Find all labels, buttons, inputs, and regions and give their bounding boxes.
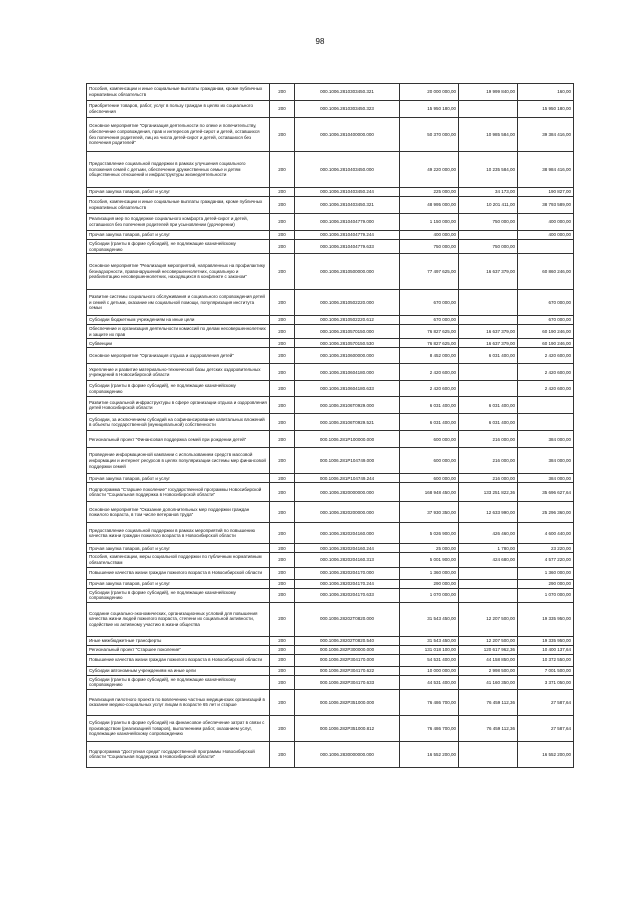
- row-kbk-cell: 000.1006.2810400000.000: [295, 118, 400, 152]
- row-remaining-cell: 670 000,00: [518, 290, 574, 316]
- row-approved-cell: 670 000,00: [400, 316, 459, 325]
- row-approved-cell: 8 452 000,00: [400, 348, 459, 364]
- row-code-cell: 200: [270, 448, 295, 474]
- row-name-cell: Основное мероприятие "Организация отдыха и оздоровления детей": [87, 348, 270, 364]
- row-approved-cell: 20 000 000,00: [400, 84, 459, 101]
- row-remaining-cell: 39 384 416,00: [518, 118, 574, 152]
- row-kbk-cell: 000.1006.2820204170.633: [295, 588, 400, 602]
- row-remaining-cell: 38 793 589,00: [518, 197, 574, 214]
- budget-execution-table: [86, 83, 574, 768]
- row-name-cell: Субсидии (гранты в форме субсидий), не подлежащие казначейскому сопровождению: [87, 240, 270, 254]
- row-code-cell: 200: [270, 231, 295, 240]
- row-code-cell: 200: [270, 602, 295, 636]
- row-executed-cell: 6 031 400,00: [459, 414, 518, 431]
- row-approved-cell: 76 486 700,00: [400, 715, 459, 741]
- row-name-cell: Субсидии, за исключением субсидий на софинансирование капитальных вложений в объекты государственной (муниципальной) собственности: [87, 414, 270, 431]
- row-code-cell: 200: [270, 544, 295, 553]
- row-approved-cell: 31 543 450,00: [400, 602, 459, 636]
- table-row: [87, 448, 574, 474]
- row-name-cell: Субсидии автономным учреждениям на иные цели: [87, 666, 270, 675]
- table-row: [87, 254, 574, 290]
- row-executed-cell: [459, 316, 518, 325]
- row-kbk-cell: 000.1006.281Р100000.000: [295, 431, 400, 448]
- row-name-cell: Прочая закупка товаров, работ и услуг: [87, 544, 270, 553]
- row-remaining-cell: 10 372 550,00: [518, 654, 574, 666]
- row-kbk-cell: 000.1006.2810600000.000: [295, 348, 400, 364]
- row-executed-cell: 216 000,00: [459, 474, 518, 483]
- row-kbk-cell: 000.1006.2820204160.244: [295, 544, 400, 553]
- row-name-cell: Обеспечение и организация деятельности комиссий по делам несовершеннолетних и защите их прав: [87, 325, 270, 339]
- row-kbk-cell: 000.1006.28202Т0820.000: [295, 602, 400, 636]
- row-kbk-cell: 000.1006.2810570150.000: [295, 325, 400, 339]
- row-approved-cell: 600 000,00: [400, 448, 459, 474]
- row-code-cell: 200: [270, 348, 295, 364]
- row-kbk-cell: 000.1006.2810502220.612: [295, 316, 400, 325]
- row-executed-cell: [459, 101, 518, 118]
- table-row: [87, 197, 574, 214]
- row-name-cell: Субсидии (гранты в форме субсидий), не подлежащие казначейскому сопровождению: [87, 588, 270, 602]
- table-row: [87, 240, 574, 254]
- row-code-cell: 200: [270, 474, 295, 483]
- table-row: [87, 588, 574, 602]
- row-executed-cell: 44 158 850,00: [459, 654, 518, 666]
- row-approved-cell: 15 950 180,00: [400, 101, 459, 118]
- table-row: [87, 339, 574, 348]
- row-executed-cell: [459, 381, 518, 397]
- row-approved-cell: 1 150 000,00: [400, 214, 459, 231]
- row-remaining-cell: 7 001 500,00: [518, 666, 574, 675]
- row-kbk-cell: 000.1006.2810403450.000: [295, 152, 400, 188]
- row-kbk-cell: 000.1006.282Р304170.633: [295, 675, 400, 689]
- row-approved-cell: 31 543 450,00: [400, 636, 459, 645]
- row-executed-cell: 133 251 822,36: [459, 483, 518, 502]
- table-body: [87, 84, 574, 768]
- row-code-cell: 200: [270, 188, 295, 197]
- row-name-cell: Пособия, компенсации и иные социальные выплаты гражданам, кроме публичных нормативных обязательств: [87, 84, 270, 101]
- row-remaining-cell: [518, 414, 574, 431]
- row-name-cell: Укрепление и развитие материально-технической базы детских оздоровительных учреждений в Новосибирской области: [87, 364, 270, 381]
- row-code-cell: 200: [270, 689, 295, 715]
- row-kbk-cell: 000.1006.282Р300000.000: [295, 645, 400, 654]
- row-executed-cell: [459, 290, 518, 316]
- row-approved-cell: 37 930 350,00: [400, 502, 459, 523]
- table-row: [87, 118, 574, 152]
- row-remaining-cell: 4 600 440,00: [518, 523, 574, 544]
- row-name-cell: Основное мероприятие "Организация деятельности по опеке и попечительству, обеспечение сопровождения, прав и интересов детей-сирот и детей, оставшихся без попечения родителей, лиц из числа детей-сирот и детей, оставшихся без попечения родителей": [87, 118, 270, 152]
- row-name-cell: Реализация пилотного проекта по вовлечению частных медицинских организаций в оказание медико-социальных услуг лицам в возрасте 65 лет и старше: [87, 689, 270, 715]
- row-name-cell: Региональный проект "Старшее поколение": [87, 645, 270, 654]
- row-executed-cell: 10 201 411,00: [459, 197, 518, 214]
- row-code-cell: 200: [270, 339, 295, 348]
- row-executed-cell: 16 637 379,00: [459, 254, 518, 290]
- table-row: [87, 715, 574, 741]
- row-kbk-cell: 000.1006.281Р104749.000: [295, 448, 400, 474]
- row-kbk-cell: 000.1006.2820204170.000: [295, 567, 400, 579]
- table-row: [87, 741, 574, 767]
- row-kbk-cell: 000.1006.282Р351000.812: [295, 715, 400, 741]
- row-kbk-cell: 000.1006.2820204160.313: [295, 553, 400, 567]
- row-approved-cell: 168 948 450,00: [400, 483, 459, 502]
- row-kbk-cell: 000.1006.2820000000.000: [295, 483, 400, 502]
- row-remaining-cell: 60 190 246,00: [518, 325, 574, 339]
- row-executed-cell: 750 000,00: [459, 214, 518, 231]
- row-name-cell: Подпрограмма "Старшее поколение" государственной программы Новосибирской области "Социальная поддержка в Новосибирской области": [87, 483, 270, 502]
- row-remaining-cell: [518, 240, 574, 254]
- row-name-cell: Проведение информационной кампании с использованием средств массовой информации и интернет ресурсов в целях популяризации системы мер финансовой поддержки семей: [87, 448, 270, 474]
- row-kbk-cell: 000.1006.2820200000.000: [295, 502, 400, 523]
- table-row: [87, 214, 574, 231]
- row-kbk-cell: 000.1006.2810604180.000: [295, 364, 400, 381]
- row-code-cell: 200: [270, 741, 295, 767]
- row-executed-cell: 120 617 962,36: [459, 645, 518, 654]
- row-executed-cell: [459, 588, 518, 602]
- row-code-cell: 200: [270, 675, 295, 689]
- row-remaining-cell: 19 335 950,00: [518, 636, 574, 645]
- row-remaining-cell: 27 587,64: [518, 715, 574, 741]
- row-name-cell: Развитие социальной инфраструктуры в сфере организации отдыха и оздоровления детей Новосибирской области: [87, 397, 270, 414]
- row-kbk-cell: 000.1006.2810303450.323: [295, 101, 400, 118]
- row-code-cell: 200: [270, 118, 295, 152]
- row-name-cell: Субсидии бюджетным учреждениям на иные цели: [87, 316, 270, 325]
- row-name-cell: Иные межбюджетные трансферты: [87, 636, 270, 645]
- row-name-cell: Прочая закупка товаров, работ и услуг: [87, 231, 270, 240]
- row-kbk-cell: 000.1006.2820204170.244: [295, 579, 400, 588]
- row-name-cell: Пособия, компенсации и иные социальные выплаты гражданам, кроме публичных нормативных обязательств: [87, 197, 270, 214]
- row-remaining-cell: 384 000,00: [518, 474, 574, 483]
- row-remaining-cell: 35 696 627,64: [518, 483, 574, 502]
- row-name-cell: Основное мероприятие "Оказание дополнительных мер поддержки граждан пожилого возраста, в том числе ветеранов труда": [87, 502, 270, 523]
- table-row: [87, 397, 574, 414]
- row-name-cell: Региональный проект "Финансовая поддержка семей при рождении детей": [87, 431, 270, 448]
- row-kbk-cell: 000.1006.282Р351000.000: [295, 689, 400, 715]
- row-executed-cell: 216 000,00: [459, 448, 518, 474]
- table-row: [87, 316, 574, 325]
- row-executed-cell: 10 985 584,00: [459, 118, 518, 152]
- row-kbk-cell: 000.1006.2810570150.530: [295, 339, 400, 348]
- table-row: [87, 414, 574, 431]
- row-approved-cell: 1 070 000,00: [400, 588, 459, 602]
- row-code-cell: 200: [270, 523, 295, 544]
- table-row: [87, 101, 574, 118]
- row-code-cell: 200: [270, 414, 295, 431]
- row-kbk-cell: 000.1006.282Р304170.622: [295, 666, 400, 675]
- row-name-cell: Субвенции: [87, 339, 270, 348]
- row-code-cell: 200: [270, 645, 295, 654]
- row-name-cell: Основное мероприятие "Реализация мероприятий, направленных на профилактику безнадзорности, правонарушений несовершеннолетних, социальную и реабилитацию несовершеннолетних, находящихся в конфликте с законом": [87, 254, 270, 290]
- row-approved-cell: 5 026 900,00: [400, 523, 459, 544]
- row-code-cell: 200: [270, 588, 295, 602]
- row-executed-cell: 16 637 379,00: [459, 339, 518, 348]
- row-remaining-cell: 25 296 360,00: [518, 502, 574, 523]
- row-executed-cell: 1 780,00: [459, 544, 518, 553]
- row-remaining-cell: 1 360 000,00: [518, 567, 574, 579]
- row-code-cell: 200: [270, 101, 295, 118]
- table-row: [87, 553, 574, 567]
- row-remaining-cell: 160,00: [518, 84, 574, 101]
- row-approved-cell: 50 370 000,00: [400, 118, 459, 152]
- row-kbk-cell: 000.1006.2810502220.000: [295, 290, 400, 316]
- table-row: [87, 654, 574, 666]
- row-executed-cell: 76 459 112,36: [459, 689, 518, 715]
- row-approved-cell: 10 000 000,00: [400, 666, 459, 675]
- row-name-cell: Пособия, компенсации, меры социальной поддержки по публичным нормативным обязательствам: [87, 553, 270, 567]
- row-kbk-cell: 000.1006.2810403450.321: [295, 197, 400, 214]
- row-approved-cell: 670 000,00: [400, 290, 459, 316]
- row-remaining-cell: 15 950 180,00: [518, 101, 574, 118]
- table-row: [87, 231, 574, 240]
- row-executed-cell: 6 031 400,00: [459, 348, 518, 364]
- table-row: [87, 483, 574, 502]
- table-row: [87, 348, 574, 364]
- row-code-cell: 200: [270, 316, 295, 325]
- row-remaining-cell: 38 984 416,00: [518, 152, 574, 188]
- table-row: [87, 689, 574, 715]
- row-code-cell: 200: [270, 325, 295, 339]
- row-name-cell: Субсидии (гранты в форме субсидий) на финансовое обеспечение затрат в связи с производством (реализацией товаров), выполнением работ, оказанием услуг, подлежащие казначейскому сопровождению: [87, 715, 270, 741]
- row-code-cell: 200: [270, 254, 295, 290]
- row-remaining-cell: 384 000,00: [518, 431, 574, 448]
- row-approved-cell: 600 000,00: [400, 431, 459, 448]
- row-approved-cell: 225 000,00: [400, 188, 459, 197]
- row-remaining-cell: 384 000,00: [518, 448, 574, 474]
- row-kbk-cell: 000.1006.2820204160.000: [295, 523, 400, 544]
- row-approved-cell: 48 995 000,00: [400, 197, 459, 214]
- row-approved-cell: 77 497 625,00: [400, 254, 459, 290]
- table-row: [87, 579, 574, 588]
- table-row: [87, 675, 574, 689]
- row-code-cell: 200: [270, 397, 295, 414]
- row-remaining-cell: 190 827,00: [518, 188, 574, 197]
- table-row: [87, 544, 574, 553]
- row-executed-cell: 12 207 500,00: [459, 636, 518, 645]
- table-row: [87, 602, 574, 636]
- table-row: [87, 474, 574, 483]
- table-row: [87, 636, 574, 645]
- page-number: 98: [315, 37, 325, 46]
- row-name-cell: Повышение качества жизни граждан пожилого возраста в Новосибирской области: [87, 567, 270, 579]
- row-executed-cell: [459, 364, 518, 381]
- table-row: [87, 567, 574, 579]
- row-name-cell: Субсидии (гранты в форме субсидий), не подлежащие казначейскому сопровождению: [87, 381, 270, 397]
- row-executed-cell: 10 235 584,00: [459, 152, 518, 188]
- row-approved-cell: 2 420 600,00: [400, 364, 459, 381]
- table-row: [87, 188, 574, 197]
- row-code-cell: 200: [270, 553, 295, 567]
- row-remaining-cell: 19 335 950,00: [518, 602, 574, 636]
- row-remaining-cell: 2 420 600,00: [518, 348, 574, 364]
- row-remaining-cell: 16 552 200,00: [518, 741, 574, 767]
- row-executed-cell: 16 637 379,00: [459, 325, 518, 339]
- row-remaining-cell: 60 860 246,00: [518, 254, 574, 290]
- row-code-cell: 200: [270, 214, 295, 231]
- row-executed-cell: 750 000,00: [459, 240, 518, 254]
- row-kbk-cell: 000.1006.281Р104749.244: [295, 474, 400, 483]
- table-row: [87, 502, 574, 523]
- row-executed-cell: 41 160 350,00: [459, 675, 518, 689]
- row-code-cell: 200: [270, 381, 295, 397]
- row-kbk-cell: 000.1006.282Р304170.000: [295, 654, 400, 666]
- row-kbk-cell: 000.1006.2810404779.244: [295, 231, 400, 240]
- row-name-cell: Повышение качества жизни граждан пожилого возраста в Новосибирской области: [87, 654, 270, 666]
- row-code-cell: 200: [270, 197, 295, 214]
- row-code-cell: 200: [270, 483, 295, 502]
- row-kbk-cell: 000.1006.28106Т0929.000: [295, 397, 400, 414]
- row-remaining-cell: 60 190 246,00: [518, 339, 574, 348]
- row-remaining-cell: 400 000,00: [518, 231, 574, 240]
- table-row: [87, 381, 574, 397]
- row-code-cell: 200: [270, 84, 295, 101]
- table-row: [87, 666, 574, 675]
- row-kbk-cell: 000.1006.2810500000.000: [295, 254, 400, 290]
- row-name-cell: Приобретение товаров, работ, услуг в пользу граждан в целях их социального обеспечения: [87, 101, 270, 118]
- row-approved-cell: 76 486 700,00: [400, 689, 459, 715]
- row-executed-cell: 6 031 400,00: [459, 397, 518, 414]
- row-executed-cell: 216 000,00: [459, 431, 518, 448]
- row-executed-cell: [459, 741, 518, 767]
- row-executed-cell: 2 998 500,00: [459, 666, 518, 675]
- row-kbk-cell: 000.1006.2810404779.633: [295, 240, 400, 254]
- row-kbk-cell: 000.1006.28202Т0820.540: [295, 636, 400, 645]
- row-code-cell: 200: [270, 715, 295, 741]
- row-code-cell: 200: [270, 636, 295, 645]
- row-remaining-cell: 400 000,00: [518, 214, 574, 231]
- table-row: [87, 152, 574, 188]
- row-approved-cell: 600 000,00: [400, 474, 459, 483]
- row-code-cell: 200: [270, 290, 295, 316]
- row-remaining-cell: 1 070 000,00: [518, 588, 574, 602]
- row-kbk-cell: 000.1006.2810303450.321: [295, 84, 400, 101]
- row-name-cell: Предоставление социальной поддержки в рамках улучшения социального положения семей с детьми, обеспечение дружественных семье и детям общественных отношений и инфраструктуры жизнедеятельности: [87, 152, 270, 188]
- row-approved-cell: 6 031 400,00: [400, 414, 459, 431]
- table-row: [87, 325, 574, 339]
- row-name-cell: Развитие системы социального обслуживания и социального сопровождения детей и семей с детьми, оказание им социальной помощи, популяризация института семьи: [87, 290, 270, 316]
- table-row: [87, 290, 574, 316]
- row-code-cell: 200: [270, 666, 295, 675]
- row-code-cell: 200: [270, 567, 295, 579]
- row-remaining-cell: 2 420 600,00: [518, 381, 574, 397]
- row-kbk-cell: 000.1006.2810403450.244: [295, 188, 400, 197]
- table-row: [87, 84, 574, 101]
- row-approved-cell: 44 531 400,00: [400, 675, 459, 689]
- row-code-cell: 200: [270, 240, 295, 254]
- row-approved-cell: 750 000,00: [400, 240, 459, 254]
- row-remaining-cell: 23 220,00: [518, 544, 574, 553]
- row-approved-cell: 2 420 600,00: [400, 381, 459, 397]
- row-approved-cell: 25 000,00: [400, 544, 459, 553]
- row-approved-cell: 16 552 200,00: [400, 741, 459, 767]
- row-approved-cell: 49 220 000,00: [400, 152, 459, 188]
- row-remaining-cell: 3 371 050,00: [518, 675, 574, 689]
- row-code-cell: 200: [270, 579, 295, 588]
- table-row: [87, 523, 574, 544]
- row-executed-cell: 12 207 500,00: [459, 602, 518, 636]
- row-approved-cell: 400 000,00: [400, 231, 459, 240]
- row-code-cell: 200: [270, 502, 295, 523]
- row-remaining-cell: 290 000,00: [518, 579, 574, 588]
- row-code-cell: 200: [270, 364, 295, 381]
- row-executed-cell: [459, 567, 518, 579]
- row-name-cell: Создание социально-экономических, организационных условий для повышения качества жизни людей пожилого возраста, степени их социальной активности, содействие их активному участию в жизни общества: [87, 602, 270, 636]
- table-row: [87, 645, 574, 654]
- row-remaining-cell: 27 587,64: [518, 689, 574, 715]
- row-executed-cell: 19 999 840,00: [459, 84, 518, 101]
- row-name-cell: Субсидии (гранты в форме субсидий), не подлежащие казначейскому сопровождению: [87, 675, 270, 689]
- row-approved-cell: 290 000,00: [400, 579, 459, 588]
- row-approved-cell: 76 827 625,00: [400, 325, 459, 339]
- row-remaining-cell: 4 577 220,00: [518, 553, 574, 567]
- table-row: [87, 431, 574, 448]
- row-kbk-cell: 000.1006.2810404779.000: [295, 214, 400, 231]
- row-code-cell: 200: [270, 152, 295, 188]
- row-name-cell: Прочая закупка товаров, работ и услуг: [87, 579, 270, 588]
- row-name-cell: Подпрограмма "Доступная среда" государственной программы Новосибирской области "Социальная поддержка в Новосибирской области": [87, 741, 270, 767]
- row-kbk-cell: 000.1006.2830000000.000: [295, 741, 400, 767]
- row-approved-cell: 54 531 400,00: [400, 654, 459, 666]
- row-remaining-cell: 2 420 600,00: [518, 364, 574, 381]
- row-kbk-cell: 000.1006.28106Т0929.521: [295, 414, 400, 431]
- row-name-cell: Прочая закупка товаров, работ и услуг: [87, 188, 270, 197]
- row-name-cell: Прочая закупка товаров, работ и услуг: [87, 474, 270, 483]
- row-executed-cell: [459, 231, 518, 240]
- row-remaining-cell: 10 400 137,64: [518, 645, 574, 654]
- row-code-cell: 200: [270, 654, 295, 666]
- table-row: [87, 364, 574, 381]
- row-executed-cell: 12 633 990,00: [459, 502, 518, 523]
- row-executed-cell: 76 459 112,36: [459, 715, 518, 741]
- row-approved-cell: 5 001 900,00: [400, 553, 459, 567]
- row-approved-cell: 131 018 100,00: [400, 645, 459, 654]
- row-name-cell: Реализация мер по поддержке социального комфорта детей-сирот и детей, оставшихся без попечения родителей при усыновлении (удочерении): [87, 214, 270, 231]
- row-executed-cell: [459, 579, 518, 588]
- row-executed-cell: 34 173,00: [459, 188, 518, 197]
- row-approved-cell: 76 827 625,00: [400, 339, 459, 348]
- row-approved-cell: 6 031 400,00: [400, 397, 459, 414]
- row-kbk-cell: 000.1006.2810604180.633: [295, 381, 400, 397]
- row-approved-cell: 1 360 000,00: [400, 567, 459, 579]
- row-code-cell: 200: [270, 431, 295, 448]
- row-executed-cell: 426 460,00: [459, 523, 518, 544]
- row-name-cell: Предоставление социальной поддержки в рамках мероприятий по повышению качества жизни граждан пожилого возраста в Новосибирской области: [87, 523, 270, 544]
- row-executed-cell: 424 680,00: [459, 553, 518, 567]
- row-remaining-cell: 670 000,00: [518, 316, 574, 325]
- row-remaining-cell: [518, 397, 574, 414]
